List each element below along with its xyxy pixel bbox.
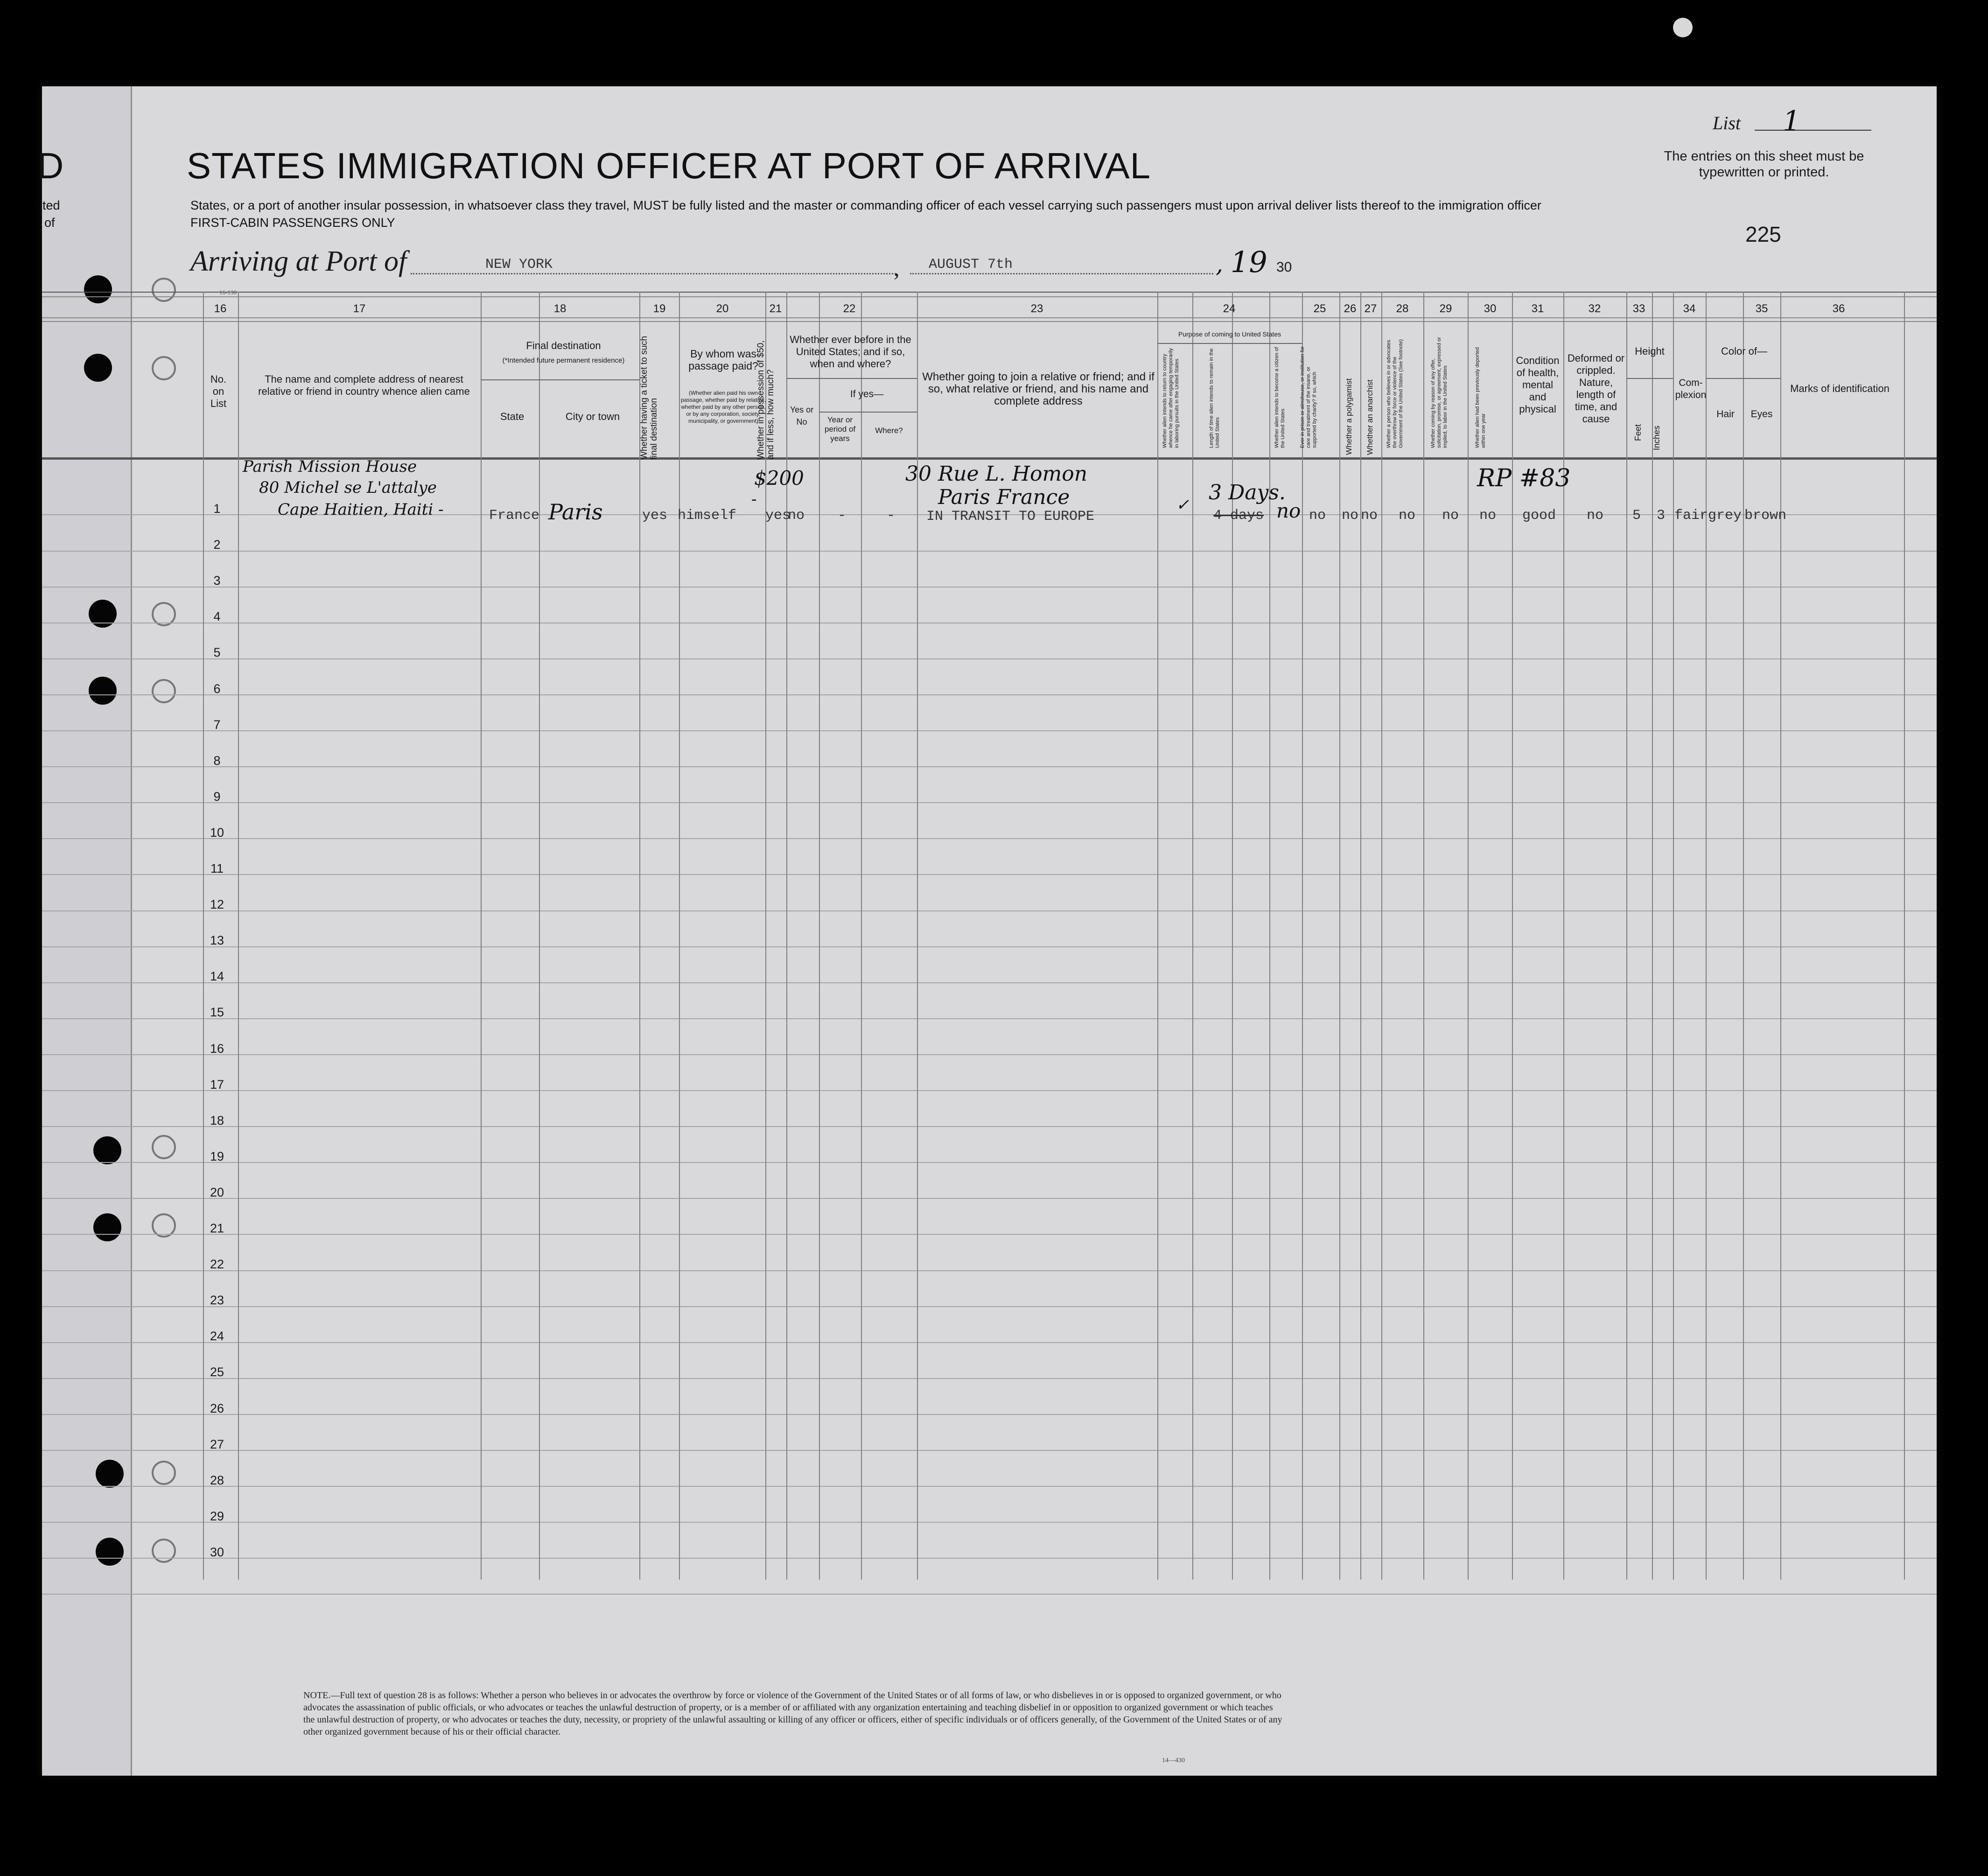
row-number: 5 [213, 645, 221, 660]
column-rule [1381, 292, 1382, 1580]
header-health: Condition of health, mental and physical [1516, 355, 1560, 415]
column-rule [1904, 292, 1905, 1580]
column-rule [481, 292, 482, 1580]
join-handwritten-1: 30 Rue L. Homon [905, 462, 1088, 486]
column-number: 24 [1223, 302, 1236, 315]
year-prefix: , 19 [1216, 245, 1267, 279]
citizen-value: no [1276, 499, 1301, 522]
header-join-relative: Whether going to join a relative or friend; and if so, what relative or friend, and his name and complete address [922, 371, 1155, 407]
header-purpose-a: Whether alien intends to return to country whence he came after engaging temporarily in laboring pursuits in the United States [1162, 348, 1180, 448]
subheader-rule [1157, 343, 1302, 344]
column-number: 36 [1832, 302, 1845, 315]
column-number: 32 [1588, 302, 1601, 315]
possession-handwritten: $200 [754, 467, 804, 490]
column-rule [1626, 292, 1627, 1580]
possession-typed: yes [765, 508, 791, 524]
q30-handwritten: RP #83 [1477, 464, 1571, 492]
row-number: 23 [210, 1293, 224, 1308]
column-number: 25 [1313, 302, 1326, 315]
header-hair: Hair [1716, 409, 1735, 420]
header-purpose-b: Length of time alien intends to remain in the United States [1209, 348, 1220, 448]
header-ticket: Whether having a ticket to such final destination [639, 336, 659, 460]
date-line [910, 273, 1213, 274]
header-relative: The name and complete address of nearest relative or friend in country whence alien came [258, 373, 470, 397]
form-code: 16-130 [219, 289, 237, 296]
column-number: 20 [716, 302, 729, 315]
row-number: 6 [213, 681, 221, 696]
header-passage-note: (Whether alien paid his own passage, whether paid by relative, whether paid by any other person, or by any corporation, society, municipality, or government) [680, 390, 766, 424]
health-value: good [1522, 508, 1556, 524]
row-number: 19 [210, 1149, 224, 1163]
column-number: 29 [1439, 302, 1452, 315]
feet-value: 5 [1632, 508, 1641, 524]
row-number: 12 [210, 897, 224, 912]
header-final-destination-note: (*Intended future permanent residence) [502, 357, 625, 364]
arriving-label: Arriving at Port of [190, 245, 407, 277]
column-rule [1192, 292, 1193, 1580]
header-prison: Ever in prison or almshouse, or institution for care and treatment of the insane, or supported by charity? If so, which [1300, 346, 1317, 448]
column-number: 28 [1396, 302, 1409, 315]
row-number: 7 [213, 717, 221, 732]
page-number: 225 [1745, 222, 1781, 246]
header-marks: Marks of identification [1790, 383, 1890, 394]
q30-value: no [1479, 508, 1497, 524]
header-where: Where? [875, 426, 903, 435]
subheader-rule [1626, 378, 1673, 379]
row-number: 15 [210, 1005, 224, 1020]
list-underline [1755, 130, 1871, 131]
header-deformed: Deformed or crippled. Nature, length of time, and cause [1567, 352, 1625, 425]
column-number: 22 [843, 302, 856, 315]
header-q28: Whether a person who believes in or advocates the overthrow by force or violence of the Government of the United States (See footnote) [1386, 339, 1404, 448]
row-number: 16 [210, 1041, 224, 1056]
before-where: - [887, 508, 896, 524]
class-line: FIRST-CABIN PASSENGERS ONLY [190, 216, 395, 230]
header-year-period: Year or period of years [824, 415, 856, 443]
row-number: 1 [213, 502, 221, 516]
header-inches: Inches [1652, 425, 1661, 450]
page-title: STATES IMMIGRATION OFFICER AT PORT OF ARRIVAL [187, 145, 1151, 186]
row-number: 2 [213, 538, 221, 552]
form-number: 14—430 [1162, 1757, 1185, 1764]
q29-value: no [1442, 508, 1459, 524]
column-rule [1780, 292, 1781, 1580]
corner-mark [1673, 18, 1693, 37]
row-number: 18 [210, 1113, 224, 1127]
row-number: 26 [210, 1401, 224, 1415]
row-rule [42, 1594, 1937, 1595]
column-rule [539, 292, 540, 1580]
column-rule [1157, 292, 1158, 1580]
header-color-of: Color of— [1721, 345, 1768, 357]
typewrite-note: The entries on this sheet must be typewritten or printed. [1664, 149, 1864, 180]
list-label: List [1713, 112, 1741, 133]
header-no-on-list: No. on List [210, 373, 227, 409]
header-possession: Whether in possession of $50, and if less, how much? [756, 340, 776, 460]
header-eyes: Eyes [1750, 409, 1773, 420]
row-number: 21 [210, 1221, 224, 1235]
port-value: NEW YORK [485, 257, 553, 273]
row-number: 10 [210, 825, 224, 840]
column-rule [861, 292, 862, 1580]
column-rule [1339, 292, 1340, 1580]
stay-handwritten: 3 Days. [1209, 481, 1286, 504]
subheader-rule [786, 378, 917, 379]
header-complexion: Com- plexion [1675, 378, 1707, 400]
edge-fragment-1: D [37, 145, 64, 186]
edge-fragment-3: of [44, 216, 55, 230]
row-number: 27 [210, 1437, 224, 1451]
column-rule [1706, 292, 1707, 1580]
before-yes-no: no [788, 508, 805, 524]
row-number: 17 [210, 1077, 224, 1092]
column-rule [1673, 292, 1674, 1580]
column-rule [679, 292, 680, 1580]
eyes-value: brown [1744, 508, 1787, 524]
q28-value: no [1399, 508, 1416, 524]
header-polygamist: Whether a polygamist [1344, 378, 1353, 455]
column-rule [1302, 292, 1303, 1580]
header-purpose: Purpose of coming to United States [1178, 330, 1281, 338]
inches-value: 3 [1657, 508, 1666, 524]
row-number: 9 [213, 789, 221, 804]
row-number: 30 [210, 1545, 224, 1559]
column-number: 21 [769, 302, 782, 315]
column-number: 31 [1531, 302, 1544, 315]
ticket-value: yes [642, 508, 668, 524]
complexion-value: fair [1674, 508, 1708, 524]
row-number: 4 [213, 609, 221, 624]
header-purpose-c: Whether alien intends to become a citizen of the United States [1274, 347, 1286, 448]
column-rule [1468, 292, 1469, 1580]
header-state: State [500, 411, 525, 422]
column-number: 19 [653, 302, 666, 315]
purpose-return-mark: ✓ [1176, 496, 1190, 514]
stay-typed: 4 days [1213, 508, 1264, 524]
row-number: 29 [210, 1509, 224, 1523]
hair-value: grey [1708, 508, 1742, 524]
subheader-rule [1706, 378, 1780, 379]
column-number: 18 [553, 302, 567, 315]
relative-address-line-1: Parish Mission House [243, 457, 417, 476]
before-years: - [838, 508, 847, 524]
header-if-yes: If yes— [850, 389, 884, 399]
column-number: 30 [1484, 302, 1497, 315]
column-rule [1423, 292, 1424, 1580]
header-final-destination: Final destination [526, 340, 601, 351]
header-height: Height [1635, 345, 1665, 357]
column-number: 23 [1030, 302, 1043, 315]
row-number: 14 [210, 969, 224, 984]
footnote-q28: NOTE.—Full text of question 28 is as follows: Whether a person who believes in or advocates the overthrow by force or violence of the Government of the United States or of all forms of law, or who disbelieves in or is opposed to organized government, or who advocates the assassination of public officials, or who advocates or teaches the unlawful destruction of property, or is a member of or affiliated with any organization entertaining and teaching disbelief in or opposition to organized government or which teaches the unlawful destruction of property, or who advocates or teaches the duty, necessity, or propriety of the unlawful assaulting or killing of any officer or officers, either of specific individuals or of officers generally, of the Government of the United States or of any other organized government because of his or their official character. [303, 1690, 1282, 1737]
join-typed: IN TRANSIT TO EUROPE [926, 509, 1095, 525]
column-number: 17 [353, 302, 366, 315]
row-number: 25 [210, 1365, 224, 1379]
column-rule [1360, 292, 1361, 1580]
column-rule [639, 292, 640, 1580]
passage-mark: - [751, 490, 757, 509]
header-q30: Whether alien had been previously deported within one year [1475, 347, 1486, 448]
city-value: Paris [548, 499, 603, 525]
row-number: 13 [210, 933, 224, 948]
header-q29: Whether coming by reason of any offer, solicitation, promise, or agreement, expressed or implied, to labor in the United States [1430, 337, 1448, 448]
header-city: City or town [565, 411, 620, 422]
row-number: 28 [210, 1473, 224, 1487]
column-rule [1652, 292, 1653, 1580]
relative-address-line-3: Cape Haitien, Haiti - [278, 500, 444, 519]
relative-address-line-2: 80 Michel se L'attalye [259, 478, 437, 497]
header-yes-no: Yes or No [790, 405, 814, 427]
subheader-rule [819, 412, 917, 413]
state-value: France [489, 508, 540, 524]
header-passage: By whom was passage paid? [688, 348, 758, 372]
row-number: 11 [210, 861, 224, 875]
column-number: 33 [1632, 302, 1645, 315]
join-handwritten-2: Paris France [938, 485, 1070, 509]
column-number: 16 [214, 302, 227, 315]
row-number: 20 [210, 1185, 224, 1199]
passage-value: himself [678, 508, 737, 524]
column-rule [819, 292, 820, 1580]
header-anarchist: Whether an anarchist [1365, 379, 1374, 455]
port-line [411, 273, 896, 274]
column-number: 34 [1683, 302, 1696, 315]
polygamist-value: no [1342, 508, 1359, 524]
column-number: 27 [1364, 302, 1377, 315]
header-feet: Feet [1633, 424, 1643, 441]
list-number: 1 [1783, 105, 1801, 138]
anarchist-value: no [1361, 508, 1378, 524]
column-rule [1743, 292, 1744, 1580]
year-suffix: 30 [1276, 259, 1292, 275]
prison-value: no [1309, 508, 1326, 524]
header-ever-before: Whether ever before in the United States; and if so, when and where? [790, 334, 911, 370]
date-value: AUGUST 7th [929, 257, 1013, 273]
comma-1: , [894, 255, 900, 281]
column-number: 35 [1755, 302, 1768, 315]
column-number: 26 [1344, 302, 1357, 315]
deformed-value: no [1587, 508, 1604, 524]
column-rule [238, 292, 239, 1580]
row-number: 22 [210, 1257, 224, 1272]
row-number: 8 [213, 753, 221, 768]
subheader-rule [481, 379, 639, 380]
subtitle: States, or a port of another insular possession, in whatsoever class they travel, MUST be fully listed and the master or commanding officer of each vessel carrying such passengers must upon arrival deliver lists thereof to the immigration officer [190, 198, 1541, 212]
row-number: 24 [210, 1329, 224, 1344]
edge-fragment-2: ited [40, 198, 60, 212]
row-number: 3 [213, 574, 221, 588]
